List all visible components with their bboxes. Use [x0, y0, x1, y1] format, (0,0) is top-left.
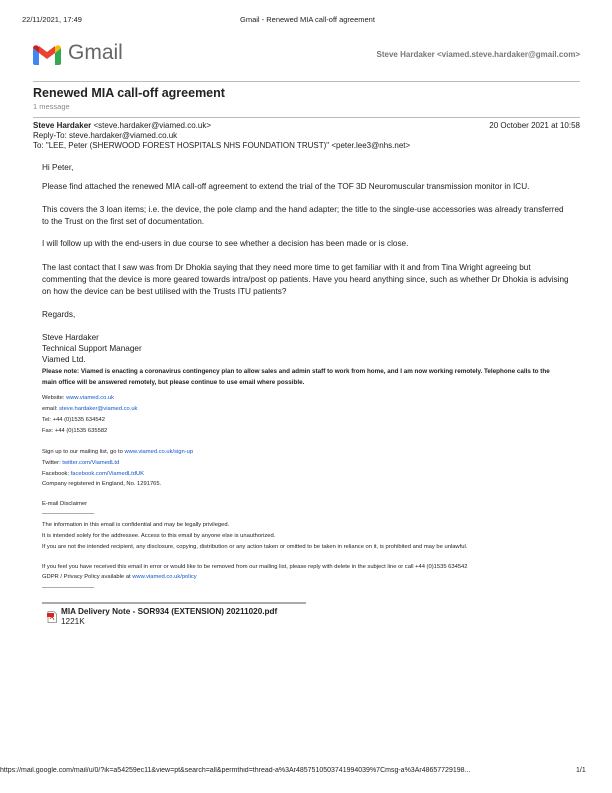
print-page-title: Gmail - Renewed MIA call-off agreement	[240, 15, 375, 24]
facebook-label: Facebook:	[42, 471, 71, 477]
print-datetime: 22/11/2021, 17:49	[22, 15, 82, 24]
gmail-logo-text: Gmail	[68, 41, 123, 64]
email-label: email:	[42, 406, 60, 412]
message-count: 1 message	[33, 102, 70, 111]
body-regards: Regards,	[42, 310, 76, 319]
twitter-label: Twitter:	[42, 460, 63, 466]
tel: Tel: +44 (0)1535 634542	[42, 417, 106, 423]
gdpr-link[interactable]: www.viamed.co.uk/policy	[132, 574, 197, 580]
email-link[interactable]: steve.hardaker@viamed.co.uk	[59, 406, 138, 412]
fax: Fax: +44 (0)1535 635582	[42, 428, 108, 434]
covid-notice: Please note: Viamed is enacting a coronavirus contingency plan to allow sales and admin staff to work from home, and I am now working remotely. Telephone calls to the main office will be answered remotely, but please continue to use email where possible.	[42, 368, 550, 386]
twitter-link[interactable]: twitter.com/ViamedLtd	[62, 460, 120, 466]
website-link[interactable]: www.viamed.co.uk	[66, 395, 115, 401]
sender-name: Steve Hardaker	[33, 121, 92, 130]
body-greeting: Hi Peter,	[42, 163, 74, 172]
signature-name: Steve Hardaker	[42, 333, 99, 342]
print-page-number: 1/1	[576, 767, 586, 774]
disclaimer-text: The information in this email is confidential and may be legally privileged.	[42, 522, 230, 528]
signature-role: Technical Support Manager	[42, 344, 142, 353]
sender	[33, 121, 211, 130]
account-email: Steve Hardaker <viamed.steve.hardaker@gmail.com>	[376, 50, 580, 59]
disclaimer-text: It is intended solely for the addressee. Access to this email by anyone else is unauthorized.	[42, 533, 276, 539]
gmail-logo-icon	[33, 44, 61, 70]
signup-link[interactable]: www.viamed.co.uk/sign-up	[124, 449, 194, 455]
sender-email: <steve.hardaker@viamed.co.uk>	[93, 121, 212, 130]
body-paragraph: Please find attached the renewed MIA call-off agreement to extend the trial of the TOF 3D Neuromuscular transmission monitor in ICU.	[42, 182, 530, 191]
thread-subject: Renewed MIA call-off agreement	[33, 86, 225, 100]
website-label: Website:	[42, 395, 67, 401]
attachment-size: 1221K	[61, 617, 85, 626]
reply-to: Reply-To: steve.hardaker@viamed.co.uk	[33, 131, 178, 140]
signature-company: Viamed Ltd.	[42, 355, 86, 364]
attachment-name[interactable]: MIA Delivery Note - SOR934 (EXTENSION) 20211020.pdf	[61, 607, 278, 616]
company-registration: Company registered in England, No. 1291765.	[42, 481, 162, 487]
recipient: To: "LEE, Peter (SHERWOOD FOREST HOSPITALS NHS FOUNDATION TRUST)" <peter.lee3@nhs.net>	[33, 141, 411, 150]
facebook-link[interactable]: facebook.com/ViamedLtdUK	[70, 471, 145, 477]
removal-notice: If you feel you have received this email in error or would like to be removed from our mailing list, please reply with delete in the subject line or call +44 (0)1535 634542	[42, 564, 468, 570]
body-paragraph: I will follow up with the end-users in due course to see whether a decision has been made or is close.	[42, 239, 409, 248]
disclaimer-text: If you are not the intended recipient, any disclosure, copying, distribution or any action taken or omitted to be taken in reliance on it, is prohibited and may be unlawful.	[42, 544, 468, 550]
gdpr-label: GDPR / Privacy Policy available at	[42, 574, 133, 580]
pdf-icon	[47, 610, 57, 628]
message-date: 20 October 2021 at 10:58	[489, 121, 580, 130]
signup-label: Sign up to our mailing list, go to	[42, 449, 125, 455]
body-paragraph: This covers the 3 loan items; i.e. the device, the pole clamp and the hand adapter; the title to the single-use accessories was already transferred to the Trust on the first set of documentation.	[42, 205, 564, 226]
disclaimer-title: E-mail Disclaimer	[42, 501, 88, 507]
divider-dashes: —————————	[42, 585, 95, 591]
body-paragraph: The last contact that I saw was from Dr Dhokia saying that they need more time to get familiar with it and from Tina Wright agreeing but commenting that the device is more geared towards intra/post op patients. Have you heard anything since, such as whether Dr Dhokia is advising on how the device can be best utilised with the Trusts ITU patients?	[42, 263, 569, 296]
print-url: https://mail.google.com/mail/u/0/?ik=a54259ec11&view=pt&search=all&permthid=thread-a%3Ar4857510503741994039%7Cmsg-a%3Ar48657729198...	[0, 767, 471, 774]
divider-dashes: —————————	[42, 511, 95, 517]
